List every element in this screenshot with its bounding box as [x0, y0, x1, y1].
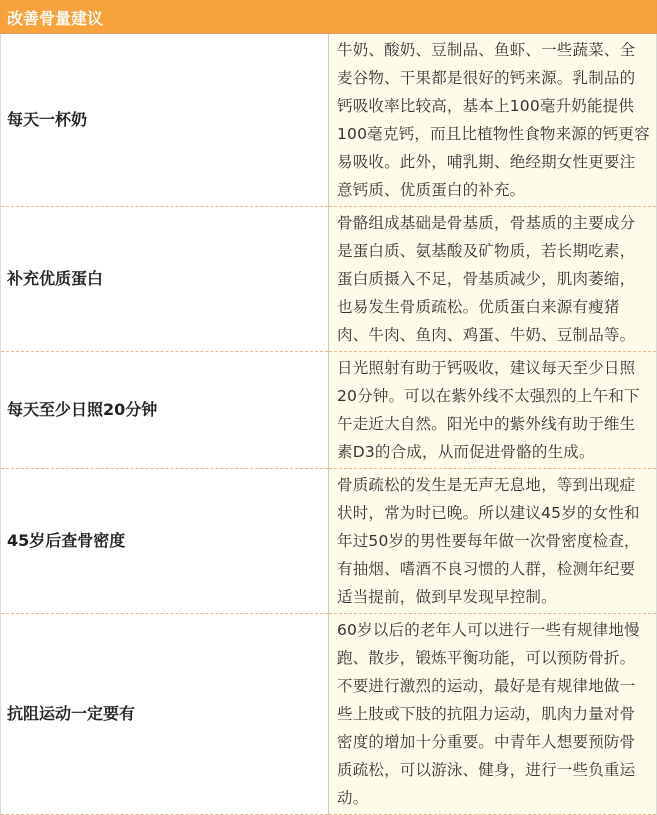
table-row — [1, 207, 657, 352]
row-text: 骨骼组成基础是骨基质，骨基质的主要成分是蛋白质、氨基酸及矿物质，若长期吃素，蛋白质摄入不足，骨基质减少，肌肉萎缩，也易发生骨质疏松。优质蛋白来源有瘦猪肉、牛肉、鱼肉、鸡蛋、牛奶、豆制品等。 — [329, 207, 657, 352]
table-row — [1, 614, 657, 815]
table-row — [1, 34, 657, 207]
row-label: 每天一杯奶 — [1, 34, 329, 207]
row-label: 抗阻运动一定要有 — [1, 614, 329, 815]
row-text: 牛奶、酸奶、豆制品、鱼虾、一些蔬菜、全麦谷物、干果都是很好的钙来源。乳制品的钙吸收率比较高，基本上100毫升奶能提供100毫克钙，而且比植物性食物来源的钙更容易吸收。此外，哺乳期、绝经期女性更要注意钙质、优质蛋白的补充。 — [329, 34, 657, 207]
table-row — [1, 352, 657, 469]
row-text: 60岁以后的老年人可以进行一些有规律地慢跑、散步，锻炼平衡功能，可以预防骨折。不要进行激烈的运动，最好是有规律地做一些上肢或下肢的抗阻力运动，肌肉力量对骨密度的增加十分重要。中青年人想要预防骨质疏松，可以游泳、健身，进行一些负重运动。 — [329, 614, 657, 815]
row-label: 45岁后查骨密度 — [1, 469, 329, 614]
row-label: 补充优质蛋白 — [1, 207, 329, 352]
table-row — [1, 469, 657, 614]
row-text: 日光照射有助于钙吸收，建议每天至少日照20分钟。可以在紫外线不太强烈的上午和下午走近大自然。阳光中的紫外线有助于维生素D3的合成，从而促进骨骼的生成。 — [329, 352, 657, 469]
row-label: 每天至少日照20分钟 — [1, 352, 329, 469]
row-text: 骨质疏松的发生是无声无息地，等到出现症状时，常为时已晚。所以建议45岁的女性和年过50岁的男性要每年做一次骨密度检查，有抽烟、嗜酒不良习惯的人群，检测年纪要适当提前，做到早发现早控制。 — [329, 469, 657, 614]
table-title: 改善骨量建议 — [1, 1, 657, 34]
